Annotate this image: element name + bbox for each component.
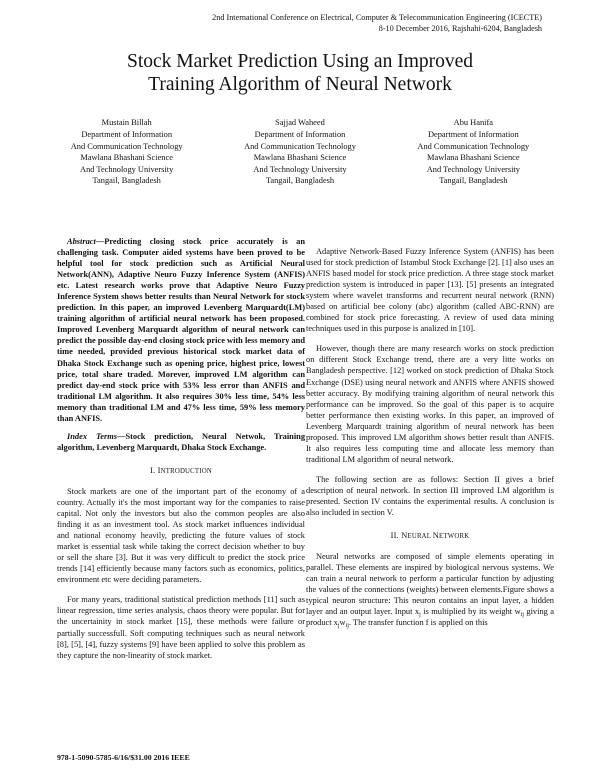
- title-line-1: Stock Market Prediction Using an Improved: [126, 51, 474, 72]
- author-location: Tangail, Bangladesh: [92, 176, 161, 186]
- author-affiliation: Department of Information: [427, 130, 519, 140]
- author-name: Sajjad Waheed: [275, 118, 325, 127]
- right-column: [306, 246, 554, 628]
- author-location: Tangail, Bangladesh: [439, 176, 508, 186]
- author-2: [213, 117, 386, 186]
- paragraph: Neural networks are composed of simple elements operating in parallel. These elements are inspired by biological nervous systems. We can train a neural network to perform a particular function by adjusting the values of the connections (weights) between elements.Figure shows a typical neuron structure: This neuron contains an input layer, a hidden layer and an output layer. Input $x_j$ is multiplied by its weight $w_{ij}$ giving a product $x_jw_{ij}$. The transfer function f is applied on this: [306, 552, 554, 630]
- author-1: [40, 117, 213, 186]
- footer-isbn: 978-1-5090-5785-6/16/$31.00 2016 IEEE: [57, 753, 190, 762]
- author-affiliation: Mawlana Bhashani Science: [427, 153, 520, 163]
- title-line-2: Training Algorithm of Neural Network: [148, 74, 452, 95]
- author-name: Mustain Billah: [101, 118, 152, 127]
- index-terms-text: —Stock prediction, Neural Netwok, Training algorithm, Levenberg Marquardt, Dhaka Stock Exchange.: [57, 431, 306, 452]
- author-affiliation: Mawlana Bhashani Science: [80, 153, 173, 163]
- left-column: [57, 236, 305, 661]
- paragraph: Adaptive Network-Based Fuzzy Inference System (ANFIS) has been used for stock prediction of Istambul Stock Exchange [2]. [1] also uses an ANFIS based model for stock price prediction. A three stage stock market prediction system is introduced in paper [13]. [5] presents an integrated system where wavelet transforms and recurrent neural network (RNN) based on artificial bee colony (abc) algorithm (called ABC-RNN) are combined for stock price forecasting. A review of used data mining techniques used in this purpose is analized in [10].: [306, 247, 554, 334]
- author-affiliation: Mawlana Bhashani Science: [253, 153, 347, 163]
- author-affiliation: Department of Information: [81, 130, 173, 140]
- author-affiliation: And Technology University: [426, 164, 520, 174]
- conference-line-2: 8-10 December 2016, Rajshahi-6204, Bangladesh: [378, 24, 542, 33]
- author-affiliation: And Communication Technology: [417, 141, 530, 151]
- conference-line-1: 2nd International Conference on Electrical, Computer & Telecommunication Engineering (ICECTE): [212, 13, 542, 22]
- author-affiliation: And Technology University: [80, 164, 174, 174]
- author-3: [387, 117, 560, 186]
- author-affiliation: Department of Information: [254, 130, 346, 140]
- paragraph: However, though there are many research works on stock prediction on different Stock Exchange trend, there are a very litte works on Bangladesh perspective. [12] worked on stock prediction of Dhaka Stock Exchange (DSE) using neural network and ANFIS where ANFIS showed better accuracy. By modifying training algorithm of neural network this performance can be improved. So the goal of this paper is to acquire better performance then existing works. In this paper, an improved of Levenberg Marquardt training algorithm of neural network has been proposed. This improved LM algorithm shows better result than ANFIS. It also requires less computing time and allocate less memory than traditional LM algorithm of neural network.: [306, 344, 554, 464]
- paragraph: The following section are as follows: Section II gives a brief description of neural network. In section III improved LM algorithm is presented. Section IV contains the experimental results. A conclusion is also included in section V.: [306, 474, 554, 518]
- section-heading-neural-network: II. NEURAL NETWORK: [390, 531, 470, 541]
- abstract-text: —Predicting closing stock price accurately is an challenging task. Computer aided systems have been proved to be helpful tool for stock prediction such as Artificial Neural Network(ANN), Adaptive Neuro Fuzzy Inference System (ANFIS) etc. Latest research works prove that Adaptive Neuro Fuzzy Inference System shows better results than Neural Network for stock prediction. In this paper, an improved Levenberg Marquardt(LM) training algorithm of artificial neural network has been proposed. Improved Levenberg Marquardt algorithm of neural network can predict the possible day-end closing stock price with less memory and time needed, provided previous historical stock market data of Dhaka Stock Exchange such as opening price, highest price, lowest price, total share traded. Morever, improved LM algorithm can predict day-end stock price with 53% less error than ANFIS and traditional LM algorithm. It also requires 30% less time, 54% less memory than traditional LM and 47% less time, 59% less memory than ANFIS.: [57, 237, 305, 423]
- author-block: [40, 117, 560, 186]
- author-name: Abu Hanifa: [453, 118, 493, 127]
- author-affiliation: And Communication Technology: [244, 141, 356, 151]
- paragraph: For many years, traditional statistical prediction methods [11] such as linear regression, time series analysis, chaos theory were popular. But for the uncertainity in stock market [15], these methods were failure or partially successfull. Soft computing techniques such as neural network [8], [5], [4], fuzzy systems [9] have been applied to solve this problem as they capture the non-linearity of stock market.: [57, 595, 305, 660]
- index-terms: [57, 431, 305, 453]
- author-location: Tangail, Bangladesh: [265, 176, 335, 186]
- index-terms-label: Index Terms: [67, 431, 118, 441]
- author-affiliation: And Communication Technology: [70, 141, 183, 151]
- abstract-label: Abstract: [67, 237, 96, 246]
- paragraph: Stock markets are one of the important part of the economy of a country. Actually it's the most important way for the companies to raise capital. Not only the investors but also the common peoples are also finding it as an investment tool. As stock market influences individual and national economy heavily, predicting the future values of stock market is essential task while taking the correct decision whether to buy or sell the share [3]. But it was very difficult to predict the stock price trends [14] efficiently because many factors such as economics, politics, environment etc were deciding parameters.: [57, 486, 305, 585]
- paper-title: [40, 50, 560, 96]
- abstract: [57, 236, 305, 424]
- section-heading-introduction: I. INTRODUCTION: [150, 465, 212, 475]
- author-affiliation: And Technology University: [253, 164, 347, 174]
- conference-header: [62, 12, 542, 34]
